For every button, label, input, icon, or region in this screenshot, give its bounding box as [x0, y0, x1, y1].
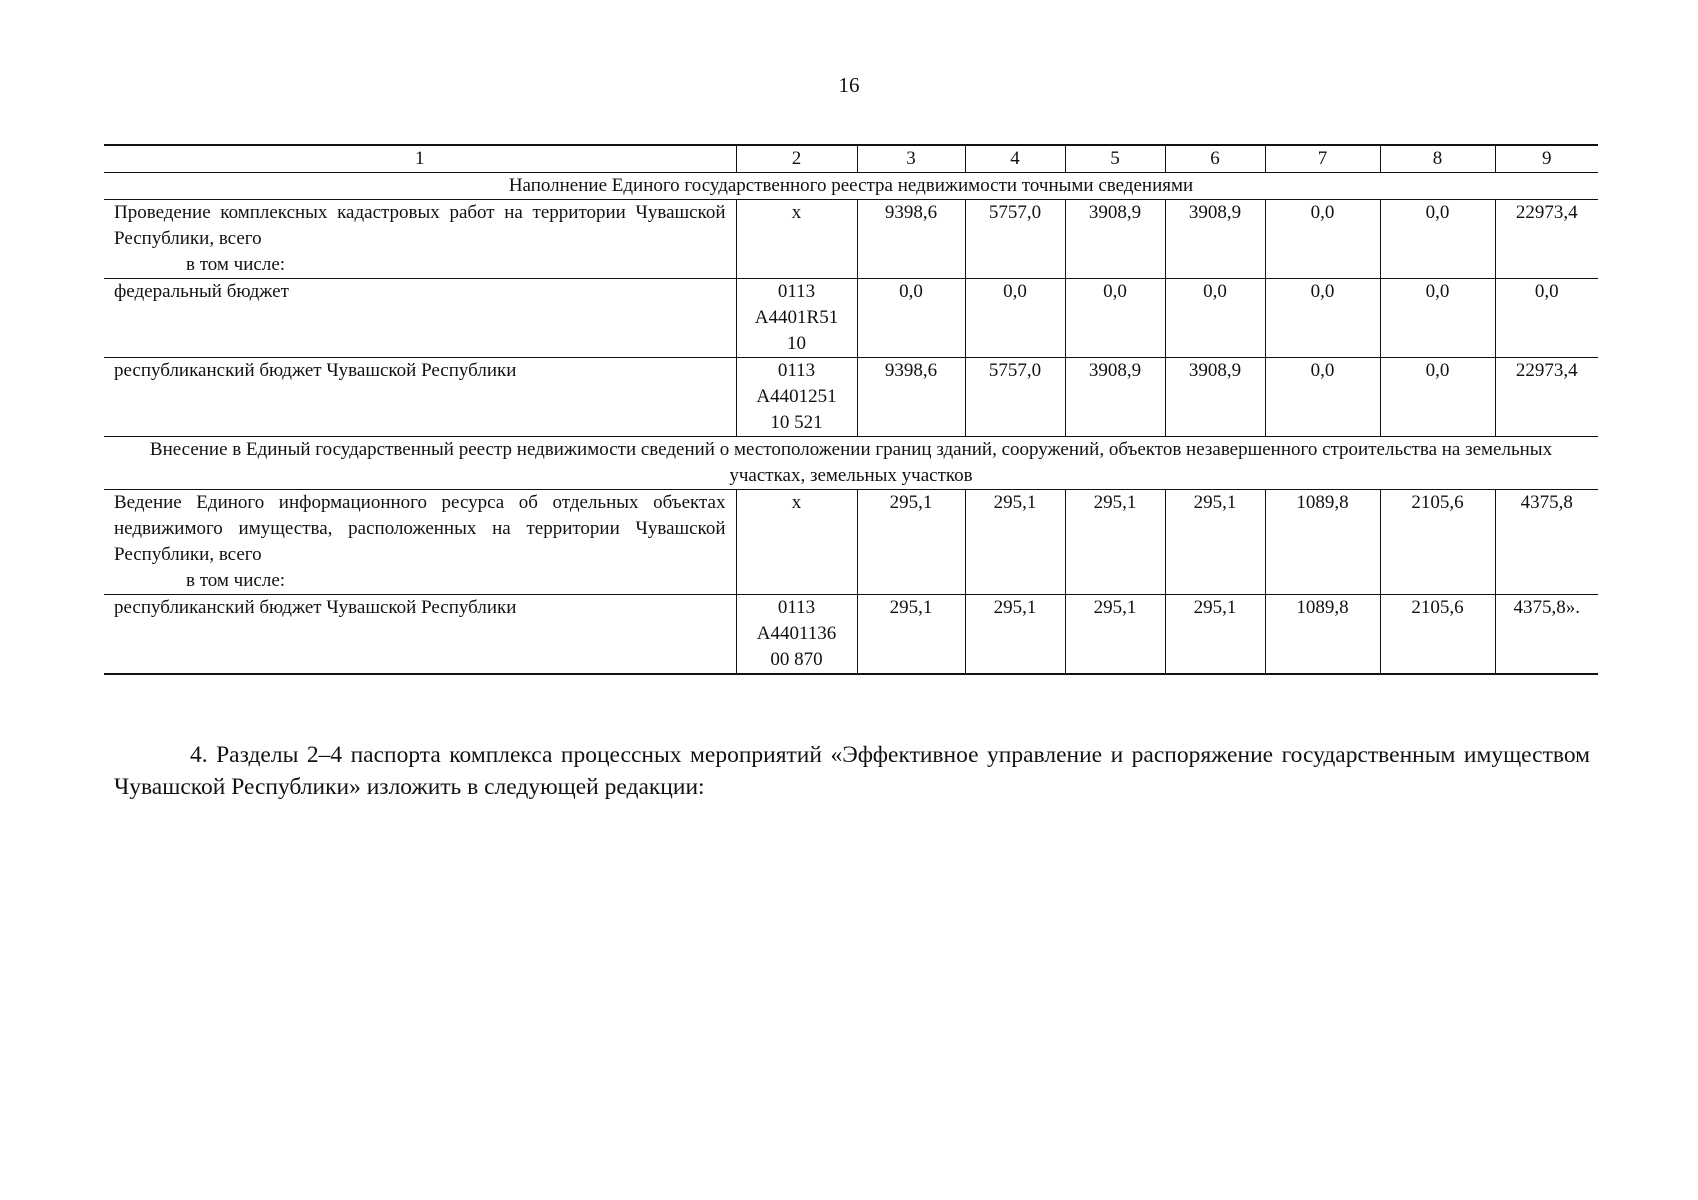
value-cell: 2105,6 [1380, 595, 1495, 675]
section-title-row [104, 437, 1598, 490]
budget-code [736, 595, 857, 675]
table-header-row [104, 145, 1598, 173]
value-cell: 0,0 [1265, 279, 1380, 358]
code-line: 10 521 [770, 412, 823, 433]
value-cell: 9398,6 [857, 200, 965, 279]
column-header: 9 [1495, 145, 1598, 173]
row-label-cell [104, 595, 736, 675]
value-cell: 295,1 [1165, 490, 1265, 595]
value-cell: 295,1 [1165, 595, 1265, 675]
value-cell: 295,1 [1065, 490, 1165, 595]
value-cell: 4375,8 [1495, 490, 1598, 595]
row-sublabel: в том числе: [186, 570, 286, 591]
value-cell: 295,1 [965, 595, 1065, 675]
value-cell: 22973,4 [1495, 358, 1598, 437]
code-line: 0113 [777, 281, 816, 302]
value-cell: 22973,4 [1495, 200, 1598, 279]
value-cell: 3908,9 [1165, 200, 1265, 279]
column-header: 7 [1265, 145, 1380, 173]
column-header: 2 [736, 145, 857, 173]
code-line: х [791, 202, 802, 223]
table-row [104, 200, 1598, 279]
code-line: х [791, 492, 802, 513]
row-label: Проведение комплексных кадастровых работ на территории Чувашской Республики, всего [114, 202, 726, 249]
value-cell: 5757,0 [965, 358, 1065, 437]
code-line: А4401R51 [754, 307, 839, 328]
value-cell: 0,0 [1065, 279, 1165, 358]
table-row [104, 358, 1598, 437]
value-cell: 295,1 [857, 490, 965, 595]
value-cell: 1089,8 [1265, 595, 1380, 675]
table-row [104, 595, 1598, 675]
column-header: 8 [1380, 145, 1495, 173]
section-title: Наполнение Единого государственного реестра недвижимости точными сведениями [104, 173, 1598, 200]
page-number: 16 [838, 73, 860, 97]
row-sublabel: в том числе: [186, 254, 286, 275]
value-cell: 3908,9 [1165, 358, 1265, 437]
budget-code [736, 490, 857, 595]
row-label-cell [104, 200, 736, 279]
value-cell: 0,0 [1265, 200, 1380, 279]
code-line: 10 [787, 333, 806, 354]
code-line: 0113 [777, 360, 816, 381]
budget-table [104, 144, 1598, 675]
value-cell: 295,1 [965, 490, 1065, 595]
code-line: 0113 [777, 597, 816, 618]
column-header: 6 [1165, 145, 1265, 173]
body-paragraph: 4. Разделы 2–4 паспорта комплекса процессных мероприятий «Эффективное управление и распоряжение государственным имуществом Чувашской Республики» изложить в следующей редакции: [114, 741, 1590, 800]
column-header: 1 [104, 145, 736, 173]
value-cell: 1089,8 [1265, 490, 1380, 595]
budget-code [736, 200, 857, 279]
row-label: федеральный бюджет [114, 281, 289, 302]
value-cell: 9398,6 [857, 358, 965, 437]
table-row [104, 490, 1598, 595]
row-label: республиканский бюджет Чувашской Республики [114, 597, 517, 618]
row-label: Ведение Единого информационного ресурса об отдельных объектах недвижимого имущества, расположенных на территории Чувашской Республики, всего [114, 492, 726, 565]
table-row [104, 279, 1598, 358]
value-cell: 3908,9 [1065, 200, 1165, 279]
row-label-cell [104, 358, 736, 437]
value-cell: 0,0 [1380, 279, 1495, 358]
code-line: А4401136 [756, 623, 837, 644]
code-line: А4401251 [756, 386, 837, 407]
column-header: 3 [857, 145, 965, 173]
value-cell: 5757,0 [965, 200, 1065, 279]
value-cell: 0,0 [965, 279, 1065, 358]
value-cell: 295,1 [857, 595, 965, 675]
value-cell: 3908,9 [1065, 358, 1165, 437]
value-cell: 295,1 [1065, 595, 1165, 675]
budget-code [736, 279, 857, 358]
column-header: 4 [965, 145, 1065, 173]
value-cell: 0,0 [1265, 358, 1380, 437]
section-title-row [104, 173, 1598, 200]
value-cell: 0,0 [1380, 200, 1495, 279]
value-cell: 2105,6 [1380, 490, 1495, 595]
value-cell: 0,0 [857, 279, 965, 358]
value-cell: 4375,8». [1495, 595, 1598, 675]
value-cell: 0,0 [1165, 279, 1265, 358]
budget-code [736, 358, 857, 437]
value-cell: 0,0 [1495, 279, 1598, 358]
code-line: 00 870 [770, 649, 823, 670]
section-title: Внесение в Единый государственный реестр недвижимости сведений о местоположении границ зданий, сооружений, объектов незавершенного строительства на земельных участках, земельных участков [104, 437, 1598, 490]
value-cell: 0,0 [1380, 358, 1495, 437]
column-header: 5 [1065, 145, 1165, 173]
row-label-cell [104, 279, 736, 358]
row-label-cell [104, 490, 736, 595]
row-label: республиканский бюджет Чувашской Республики [114, 360, 517, 381]
